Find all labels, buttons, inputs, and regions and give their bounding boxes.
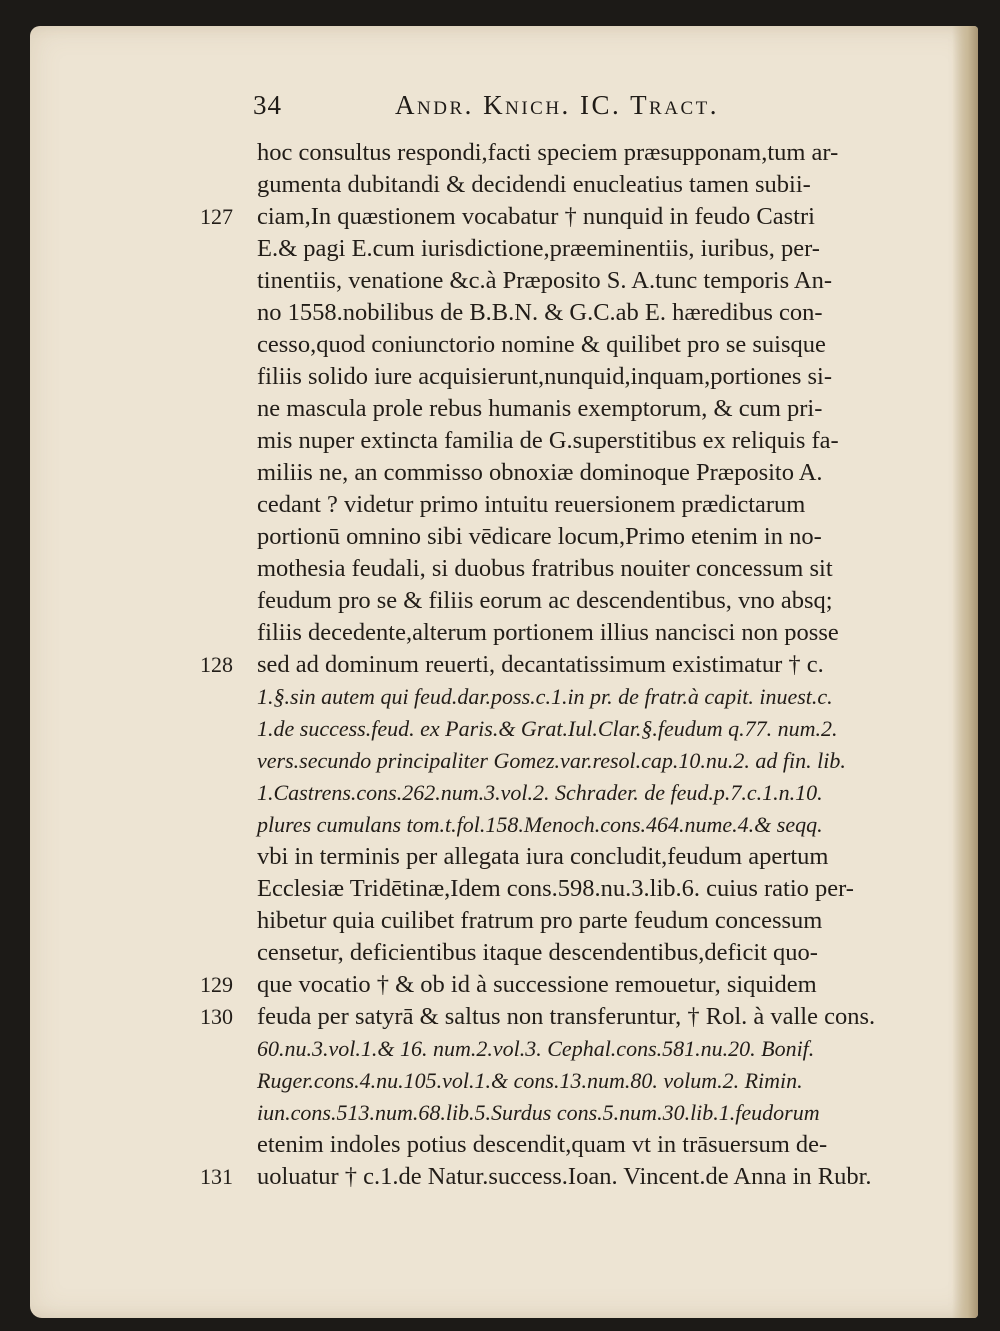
text-line: ne mascula prole rebus humanis exemptorum, & cum pri- — [257, 395, 823, 422]
margin-number: 130 — [200, 1004, 233, 1029]
text-line: portionū omnino sibi vēdicare locum,Primo etenim in no- — [257, 523, 822, 550]
text-line: feuda per satyrā & saltus non transferuntur, † Rol. à valle cons. — [257, 1003, 876, 1030]
text-line: sed ad dominum reuerti, decantatissimum existimatur † c. — [257, 651, 824, 678]
citation-line: iun.cons.513.num.68.lib.5.Surdus cons.5.num.30.lib.1.feudorum — [257, 1100, 820, 1125]
text-line: uoluatur † c.1.de Natur.success.Ioan. Vincent.de Anna in Rubr. — [257, 1163, 872, 1190]
text-line: gumenta dubitandi & decidendi enucleatius tamen subii- — [257, 171, 811, 198]
margin-number: 131 — [200, 1164, 233, 1189]
text-line: censetur, deficientibus itaque descendentibus,deficit quo- — [257, 939, 818, 966]
citation-line: 1.§.sin autem qui feud.dar.poss.c.1.in pr. de fratr.à capit. inuest.c. — [257, 684, 833, 709]
text-line: vbi in terminis per allegata iura concludit,feudum apertum — [257, 843, 829, 870]
margin-number: 127 — [200, 204, 233, 229]
text-line: miliis ne, an commisso obnoxiæ dominoque Præposito A. — [257, 459, 823, 486]
text-line: tinentiis, venatione &c.à Præposito S. A.tunc temporis An- — [257, 267, 833, 294]
text-line: filiis solido iure acquisierunt,nunquid,inquam,portiones si- — [257, 363, 832, 390]
page-edge-shadow — [952, 26, 978, 1318]
text-line: feudum pro se & filiis eorum ac descendentibus, vno absq; — [257, 587, 833, 614]
page-number: 34 — [253, 90, 282, 120]
text-line: mothesia feudali, si duobus fratribus nouiter concessum sit — [257, 555, 833, 582]
text-line: E.& pagi E.cum iurisdictione,præeminentiis, iuribus, per- — [257, 235, 820, 262]
margin-number: 128 — [200, 652, 233, 677]
text-line: cedant ? videtur primo intuitu reuersionem prædictarum — [257, 491, 806, 518]
text-line: mis nuper extincta familia de G.superstitibus ex reliquis fa- — [257, 427, 839, 454]
citation-line: vers.secundo principaliter Gomez.var.resol.cap.10.nu.2. ad fin. lib. — [257, 748, 846, 773]
text-line: que vocatio † & ob id à successione remouetur, siquidem — [257, 971, 817, 998]
citation-line: 60.nu.3.vol.1.& 16. num.2.vol.3. Cephal.cons.581.nu.20. Bonif. — [257, 1036, 815, 1061]
citation-line: 1.de success.feud. ex Paris.& Grat.Iul.Clar.§.feudum q.77. num.2. — [257, 716, 838, 741]
citation-line: 1.Castrens.cons.262.num.3.vol.2. Schrader. de feud.p.7.c.1.n.10. — [257, 780, 823, 805]
citation-line: Ruger.cons.4.nu.105.vol.1.& cons.13.num.80. volum.2. Rimin. — [257, 1068, 803, 1093]
text-line: no 1558.nobilibus de B.B.N. & G.C.ab E. hæredibus con- — [257, 299, 823, 326]
text-line: etenim indoles potius descendit,quam vt in trāsuersum de- — [257, 1131, 828, 1158]
text-line: hibetur quia cuilibet fratrum pro parte feudum concessum — [257, 907, 823, 934]
margin-number: 129 — [200, 972, 233, 997]
text-line: filiis decedente,alterum portionem illius nancisci non posse — [257, 619, 839, 646]
text-line: Ecclesiæ Tridētinæ,Idem cons.598.nu.3.lib.6. cuius ratio per- — [257, 875, 854, 902]
page-header — [253, 90, 833, 130]
text-line: hoc consultus respondi,facti speciem præsupponam,tum ar- — [257, 139, 839, 166]
text-line: cesso,quod coniunctorio nomine & quilibet pro se suisque — [257, 331, 826, 358]
citation-line: plures cumulans tom.t.fol.158.Menoch.cons.464.nume.4.& seqq. — [257, 812, 823, 837]
running-head: Andr. Knich. IC. Tract. — [395, 90, 719, 120]
text-line: ciam,In quæstionem vocabatur † nunquid in feudo Castri — [257, 203, 815, 230]
